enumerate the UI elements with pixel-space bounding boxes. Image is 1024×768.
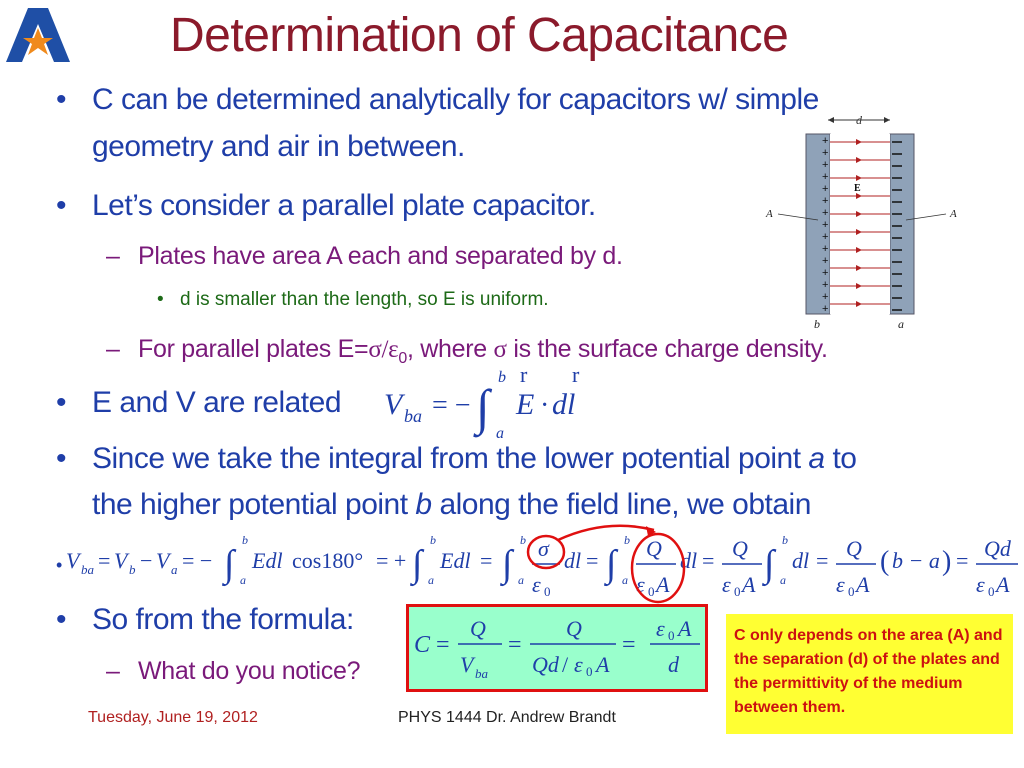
svg-text:Q: Q [646,536,662,561]
svg-text:ε: ε [836,572,845,597]
svg-text:+: + [822,147,829,159]
svg-text:ba: ba [475,666,488,681]
svg-text:dl: dl [564,548,582,573]
svg-text:= −: = − [182,548,213,573]
bullet-4-dot: • [56,442,67,475]
svg-text:= −: = − [432,390,471,421]
svg-text:a: a [171,562,178,577]
svg-text:Q: Q [732,536,748,561]
svg-text:·: · [540,390,550,421]
svg-text:ε: ε [532,572,541,597]
derivation-bullet-dot: • [56,555,63,575]
svg-text:=: = [480,548,493,573]
svg-text:+: + [822,231,829,243]
svg-text:+: + [822,183,829,195]
bullet-2-sub-sub: d is smaller than the length, so E is uniform. [180,289,549,310]
b4-l1-post: to [824,442,857,475]
svg-text:b: b [498,369,506,386]
sub2-pre: For parallel plates E= [138,335,369,363]
svg-text:b: b [129,562,136,577]
svg-text:=: = [586,548,599,573]
svg-text:0: 0 [586,664,593,679]
svg-text:+: + [822,159,829,171]
svg-text:0: 0 [988,584,995,599]
bullet-2-sub-sub-dot: • [157,289,164,310]
svg-text:∫: ∫ [502,543,513,585]
plate-b-label: b [814,317,820,331]
bullet-1: • [56,83,67,116]
svg-text:0: 0 [734,584,741,599]
parallel-plate-capacitor-diagram [760,112,974,334]
svg-text:b: b [242,533,248,547]
svg-text:b: b [782,533,788,547]
bullet-1-line2: geometry and air in between. [92,130,465,163]
eps-subscript: 0 [398,350,407,367]
svg-text:V: V [460,652,474,677]
svg-text:Qd: Qd [532,652,559,677]
svg-text:Edl: Edl [440,548,471,573]
svg-text:=: = [702,548,715,573]
bullet-5-sub: What do you notice? [138,657,361,685]
svg-text:= +: = + [376,548,407,573]
svg-text:A: A [996,572,1010,597]
svg-text:E: E [516,388,535,421]
point-b: b [415,488,432,521]
svg-text:=: = [622,632,636,658]
svg-text:a: a [780,573,786,587]
svg-text:+: + [822,195,829,207]
svg-text:Qd: Qd [984,536,1011,561]
bullet-5: So from the formula: [92,603,354,636]
svg-text:ε: ε [636,572,645,597]
svg-text:Q: Q [470,616,486,641]
svg-text:ba: ba [404,406,422,426]
svg-text:+: + [822,267,829,279]
svg-text:d: d [668,652,679,677]
svg-text:=: = [816,548,829,573]
svg-text:A: A [856,572,870,597]
bullet-3-dot: • [56,386,67,419]
bullet-2-sub-1-dash: – [106,242,120,270]
area-label-right: A [950,208,957,220]
svg-text:A: A [742,572,756,597]
b4-l1-pre: Since we take the integral from the lower potential point [92,442,809,475]
svg-text:V: V [114,548,128,573]
svg-text:+: + [822,279,829,291]
svg-text:ε: ε [976,572,985,597]
svg-text:dl: dl [680,548,698,573]
slide-title: Determination of Capacitance [170,9,789,62]
note-box: C only depends on the area (A) and the separation (d) of the plates and the permittivity of the medium between them. [726,614,1013,734]
svg-text:0: 0 [668,628,675,643]
svg-text:∫: ∫ [476,379,490,435]
svg-text:=: = [956,548,969,573]
bullet-2-sub-2-dash: – [106,335,120,363]
svg-text:0: 0 [648,584,655,599]
svg-text:=: = [98,548,111,573]
bullet-5-sub-dash: – [106,657,120,685]
sub2-mid: , where [406,335,494,363]
svg-text:r: r [572,362,580,387]
svg-text:+: + [822,207,829,219]
bullet-4-line2 [92,488,811,522]
svg-text:+: + [822,243,829,255]
svg-text:b: b [624,533,630,547]
university-logo-icon [4,6,72,64]
bullet-4-line1 [92,442,856,476]
svg-text:ba: ba [81,562,94,577]
svg-text:0: 0 [544,584,551,599]
svg-text:b − a: b − a [892,548,940,573]
bullet-5-dot: • [56,603,67,636]
svg-text:Edl: Edl [252,548,283,573]
e-field-label: E [854,183,861,194]
svg-text:ε: ε [656,616,665,641]
svg-text:dl: dl [792,548,810,573]
svg-text:σ: σ [538,536,549,561]
svg-text:b: b [430,533,436,547]
svg-text:∫: ∫ [606,543,617,585]
svg-text:ε: ε [574,652,583,677]
svg-text:+: + [822,255,829,267]
svg-text:+: + [822,291,829,303]
svg-text:∫: ∫ [224,543,235,585]
svg-text:dl: dl [552,388,576,421]
svg-text:Q: Q [566,616,582,641]
svg-text:a: a [622,573,628,587]
svg-text:(: ( [880,546,890,577]
svg-text:+: + [822,303,829,315]
svg-text:0: 0 [848,584,855,599]
svg-text:−: − [140,548,153,573]
capacitance-formula [410,608,706,688]
footer-date: Tuesday, June 19, 2012 [88,709,258,726]
plate-a-label: a [898,317,904,331]
svg-text:+: + [822,135,829,147]
sub2-post: is the surface charge density. [506,335,828,363]
bullet-1-line1: C can be determined analytically for capacitors w/ simple [92,83,819,116]
svg-text:Q: Q [846,536,862,561]
derivation-equation [66,522,1022,606]
svg-text:V: V [384,388,403,421]
svg-text:ε: ε [722,572,731,597]
svg-text:∫: ∫ [412,543,423,585]
svg-text:+: + [822,219,829,231]
svg-text:a: a [496,425,504,442]
svg-text:): ) [942,546,952,577]
svg-text:A: A [678,616,692,641]
svg-text:=: = [436,632,450,658]
sigma-over-eps: σ/ε [368,336,399,363]
svg-text:A: A [596,652,610,677]
point-a: a [808,442,825,475]
sigma-symbol: σ [493,336,507,363]
svg-text:V: V [156,548,170,573]
d-label: d [856,113,862,127]
svg-text:A: A [656,572,670,597]
svg-text:C: C [414,632,431,658]
svg-text:a: a [240,573,246,587]
svg-text:+: + [822,171,829,183]
bullet-2-sub-1: Plates have area A each and separated by d. [138,242,623,270]
b4-l2-post: along the field line, we obtain [431,488,811,521]
svg-text:/: / [562,652,569,677]
footer-course: PHYS 1444 Dr. Andrew Brandt [398,709,616,726]
svg-text:a: a [428,573,434,587]
svg-text:cos180°: cos180° [292,548,364,573]
bullet-3: E and V are related [92,386,342,419]
svg-text:b: b [520,533,526,547]
svg-text:r: r [520,362,528,387]
svg-text:a: a [518,573,524,587]
bullet-2-dot: • [56,189,67,222]
svg-text:V: V [66,548,80,573]
b4-l2-pre: the higher potential point [92,488,416,521]
equation-vba-integral [380,362,590,442]
area-label-left: A [766,208,773,220]
svg-text:∫: ∫ [764,543,775,585]
bullet-2: Let’s consider a parallel plate capacitor. [92,189,596,222]
svg-text:=: = [508,632,522,658]
